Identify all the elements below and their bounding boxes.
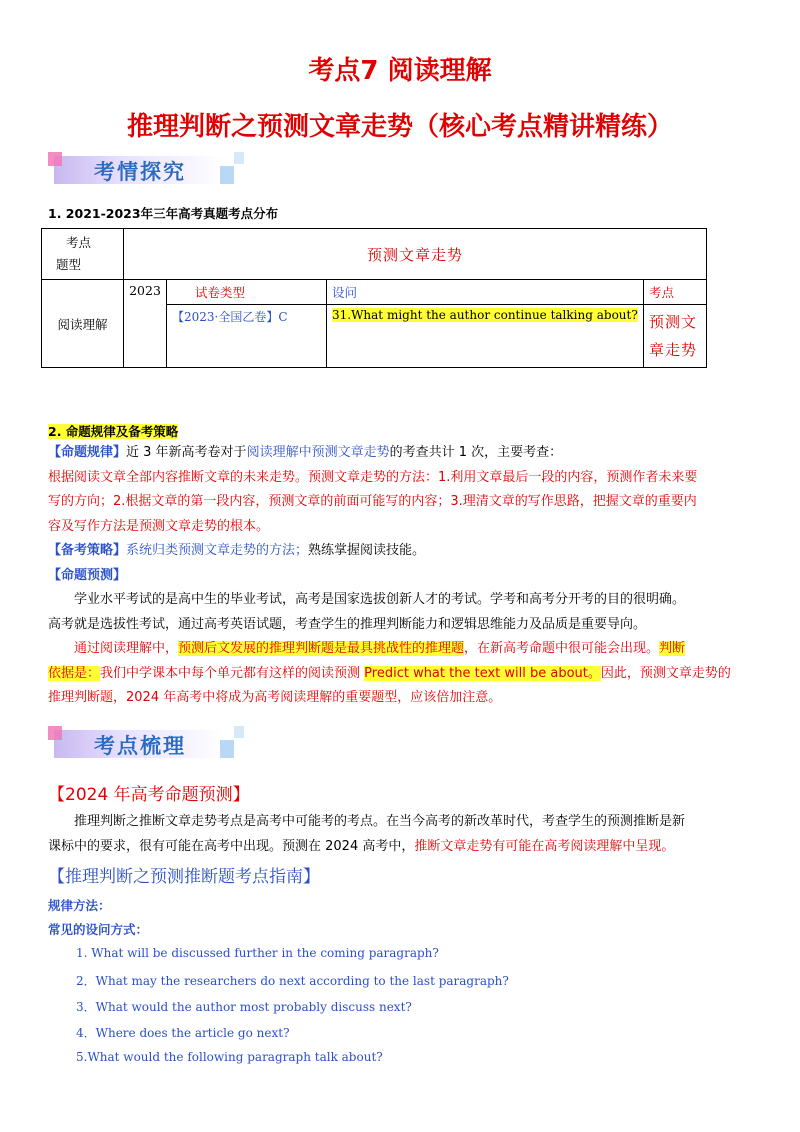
- prediction-p1-line2: 高考就是选拔性考试，通过高考英语试题，考查学生的推理判断能力和逻辑思维能力及品质是重要导向。: [48, 616, 647, 632]
- table-year: 2023: [124, 280, 167, 368]
- rule-line: [48, 441, 754, 466]
- question-item-3: 3．What would the author most probably discuss next?: [76, 1000, 412, 1014]
- strategy-text1: 系统归类预测文章走势的方法；: [126, 543, 309, 558]
- rule-text2: 阅读理解中预测文章走势: [246, 445, 390, 460]
- table-row-label: 阅读理解: [42, 280, 124, 368]
- table-col-type: 试卷类型: [167, 280, 327, 305]
- table-main-header: 预测文章走势: [124, 229, 707, 280]
- prediction-p1-line1: 学业水平考试的是高中生的毕业考试，高考是国家选拔创新人才的考试。学考和高考分开考的目的很明确。: [74, 592, 686, 607]
- rule-red-line-3: 容及写作方法是预测文章走势的根本。: [48, 518, 270, 534]
- strategy-label: 【备考策略】: [48, 543, 127, 558]
- forecast-line2: [48, 835, 754, 860]
- prediction-label-line: [48, 564, 754, 589]
- rule-red-line-2: 写的方向；2.根据文章的第一段内容，预测文章的前面可能写的内容；3.理清文章的写作思路，把握文章的重要内: [48, 494, 697, 509]
- banner-label: 考情探究: [94, 160, 186, 184]
- rule-text3: 的考查共计 1 次，主要考查：: [389, 445, 563, 460]
- table-question: 31.What might the author continue talking about?: [332, 308, 638, 322]
- question-item-2: 2．What may the researchers do next according to the last paragraph?: [76, 974, 509, 988]
- common-questions-label: 常见的设问方式：: [48, 922, 149, 937]
- p2-c: ，在新高考命题中很可能会出现。: [464, 641, 660, 656]
- p3-d: 因此，预测文章走势的: [600, 665, 731, 681]
- forecast-paragraph: [48, 810, 754, 859]
- rule-paragraph: [48, 441, 754, 711]
- question-item-1: 1. What will be discussed further in the coming paragraph?: [76, 946, 439, 960]
- rule-label: 【命题规律】: [48, 445, 127, 460]
- strategy-line: [48, 539, 754, 564]
- section-heading-strategy: [48, 422, 178, 440]
- table-point: 预测文章走势: [644, 305, 707, 368]
- table-col-point: 考点: [644, 280, 707, 305]
- page-title: 考点7 阅读理解: [308, 56, 492, 86]
- corner-bottom-label: 题型: [56, 257, 82, 272]
- section-banner-trends: [54, 152, 244, 188]
- forecast-line2-a: 课标中的要求，很有可能在高考中出现。预测在 2024 高考中，: [48, 838, 415, 854]
- table-corner-cell: [42, 229, 124, 280]
- p3-c: Predict what the text will be about。: [364, 665, 601, 681]
- table-question-cell: [327, 305, 644, 368]
- strategy-text2: 熟练掌握阅读技能。: [308, 543, 426, 558]
- table-paper: 【2023·全国乙卷】C: [167, 305, 327, 368]
- section2-text: 2. 命题规律及备考策略: [48, 424, 179, 439]
- corner-top-label: 考点: [66, 235, 92, 250]
- rule-red-line-1: 根据阅读文章全部内容推断文章的未来走势。预测文章走势的方法：1.利用文章最后一段的内容，预测作者未来要: [48, 469, 698, 485]
- page-subtitle: 推理判断之预测文章走势（核心考点精讲精练）: [126, 112, 673, 142]
- question-item-5: 5.What would the following paragraph talk about?: [76, 1050, 383, 1064]
- table-col-question: 设问: [327, 280, 644, 305]
- section-banner-outline: [54, 726, 244, 762]
- forecast-line1: 推理判断之推断文章走势考点是高考中可能考的考点。在当今高考的新改革时代，考查学生的预测推断是新: [74, 814, 686, 829]
- rule-text1: 近 3 年新高考卷对于: [126, 445, 247, 460]
- prediction-label: 【命题预测】: [48, 567, 127, 583]
- question-item-4: 4．Where does the article go next?: [76, 1026, 290, 1040]
- prediction-p2: [48, 637, 754, 662]
- prediction-p3: [48, 662, 754, 687]
- p2-d: 判断: [659, 641, 686, 656]
- forecast-line2-b: 推断文章走势有可能在高考阅读理解中呈现。: [414, 838, 675, 854]
- prediction-p4: 推理判断题，2024 年高考中将成为高考阅读理解的重要题型，应该倍加注意。: [48, 690, 502, 705]
- p2-b: 预测后文发展的推理判断题是最具挑战性的推理题: [178, 641, 465, 656]
- p3-b: 我们中学课本中每个单元都有这样的阅读预测: [100, 665, 365, 681]
- guide-heading: 【推理判断之预测推断题考点指南】: [48, 867, 320, 887]
- p2-a: 通过阅读理解中，: [74, 641, 179, 656]
- method-label: 规律方法：: [48, 898, 111, 913]
- p3-a: 依据是：: [48, 665, 101, 681]
- forecast-heading: 【2024 年高考命题预测】: [48, 785, 250, 805]
- section-heading-distribution: 1. 2021-2023年三年高考真题考点分布: [48, 206, 279, 221]
- exam-distribution-table: [41, 228, 707, 368]
- banner-label: 考点梳理: [94, 734, 186, 758]
